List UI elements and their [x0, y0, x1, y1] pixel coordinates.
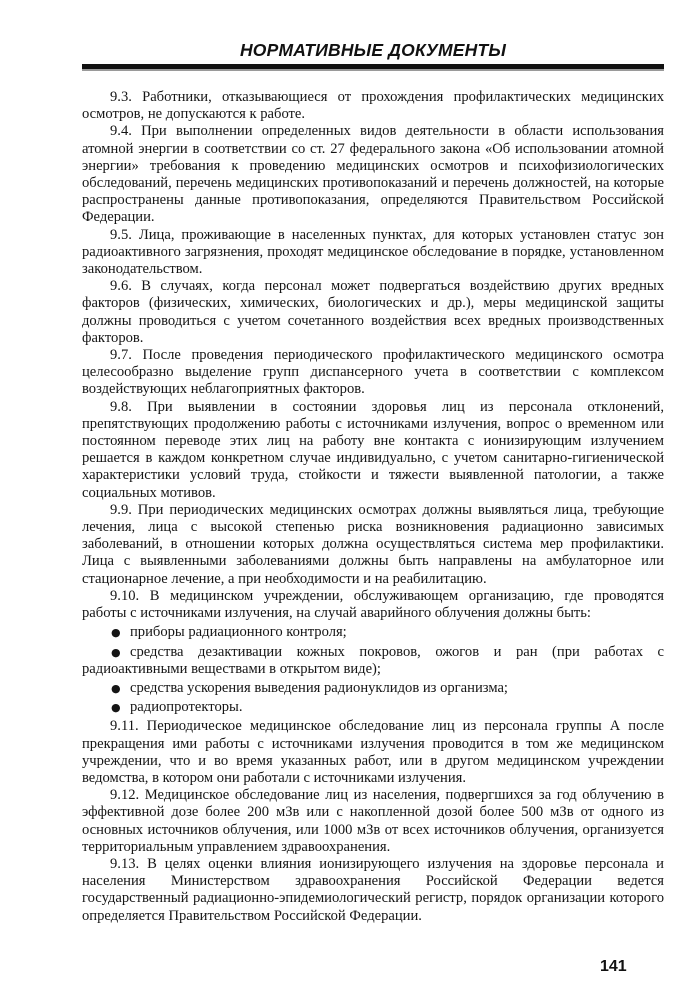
paragraph-9-9: 9.9. При периодических медицинских осмотрах должны выявляться лица, требующие лечения, лица с высокой степенью риска возникновения радиационно зависимых заболеваний, в отношении которых должна осуществляться система мер профилактики. Лица с выявленными заболеваниями должны быть направлены на амбулаторное или стационарное лечение, а при необходимости и на реабилитацию.	[82, 501, 664, 587]
page-number: 141	[600, 958, 627, 975]
paragraph-9-6: 9.6. В случаях, когда персонал может подвергаться воздействию других вредных факторов (физических, химических, биологических и др.), меры медицинской защиты должны проводиться с учетом сочетанного воздействия всех вредных производственных факторов.	[82, 278, 664, 346]
bullet-icon: ●	[111, 645, 121, 659]
paragraph-9-8: 9.8. При выявлении в состоянии здоровья лиц из персонала отклонений, препятствующих продолжению работы с источниками излучения, вопрос о временном или постоянном переводе этих лиц на работу вне контакта с ионизирующим излучением решается в каждом конкретном случае индивидуально, с учетом санитарно-гигиенической характеристики условий труда, стойкости и тяжести выявленной патологии, а также социальных мотивов.	[82, 398, 664, 501]
list-item	[82, 680, 664, 697]
list-item	[82, 644, 664, 678]
running-head-title: НОРМАТИВНЫЕ ДОКУМЕНТЫ	[239, 40, 507, 60]
header-rule-shadow	[82, 69, 664, 71]
bullet-icon: ●	[111, 701, 121, 715]
paragraph-9-12: 9.12. Медицинское обследование лиц из населения, подвергшихся за год облучению в эффективной дозе более 200 мЗв или с накопленной дозой более 500 мЗв от одного из основных источников облучения, или 1000 мЗв от всех источников облучения, организуется территориальным управлением здравоохранения.	[82, 787, 664, 855]
paragraph-9-13: 9.13. В целях оценки влияния ионизирующего излучения на здоровье персонала и населения Министерством здравоохранения Российской Федерации ведется государственный радиационно-эпидемиологический регистр, порядок организации которого определяется Правительством Российской Федерации.	[82, 855, 664, 924]
list-item-text: приборы радиационного контроля;	[130, 624, 347, 641]
paragraph-9-3: 9.3. Работники, отказывающиеся от прохождения профилактических медицинских осмотров, не допускаются к работе.	[82, 89, 664, 123]
list-item-text: радиопротекторы.	[130, 699, 243, 716]
paragraph-9-10: 9.10. В медицинском учреждении, обслуживающем организацию, где проводятся работы с источниками излучения, на случай аварийного облучения должны быть:	[82, 587, 664, 622]
paragraph-9-4: 9.4. При выполнении определенных видов деятельности в области использования атомной энергии в соответствии со ст. 27 федерального закона «Об использовании атомной энергии» требования к проведению медицинских осмотров и психофизиологических обследований, перечень медицинских противопоказаний и перечень должностей, на которые распространены данные противопоказания, определяются Правительством Российской Федерации.	[82, 123, 664, 226]
emergency-equipment-list	[82, 624, 664, 716]
body-text	[82, 89, 664, 925]
paragraph-9-11: 9.11. Периодическое медицинское обследование лиц из персонала группы А после прекращения ими работы с источниками излучения проводится в том же медицинском учреждении, что и во время указанных работ, или в другом медицинском учреждении ведомства, в котором они работали с источниками излучения.	[82, 718, 664, 786]
list-item-text: средства дезактивации кожных покровов, ожогов и ран (при работах с радиоактивными веществами в открытом виде);	[82, 643, 664, 677]
list-item-text: средства ускорения выведения радионуклидов из организма;	[130, 679, 508, 696]
list-item	[82, 699, 664, 716]
bullet-icon: ●	[111, 681, 121, 695]
paragraph-9-5: 9.5. Лица, проживающие в населенных пунктах, для которых установлен статус зон радиоактивного загрязнения, проходят медицинское обследование в порядке, установленном законодательством.	[82, 226, 664, 278]
paragraph-9-7: 9.7. После проведения периодического профилактического медицинского осмотра целесообразно выделение групп диспансерного учета в соответствии с комплексом воздействующих неблагоприятных факторов.	[82, 347, 664, 398]
bullet-icon: ●	[111, 626, 121, 640]
list-item	[82, 624, 664, 641]
